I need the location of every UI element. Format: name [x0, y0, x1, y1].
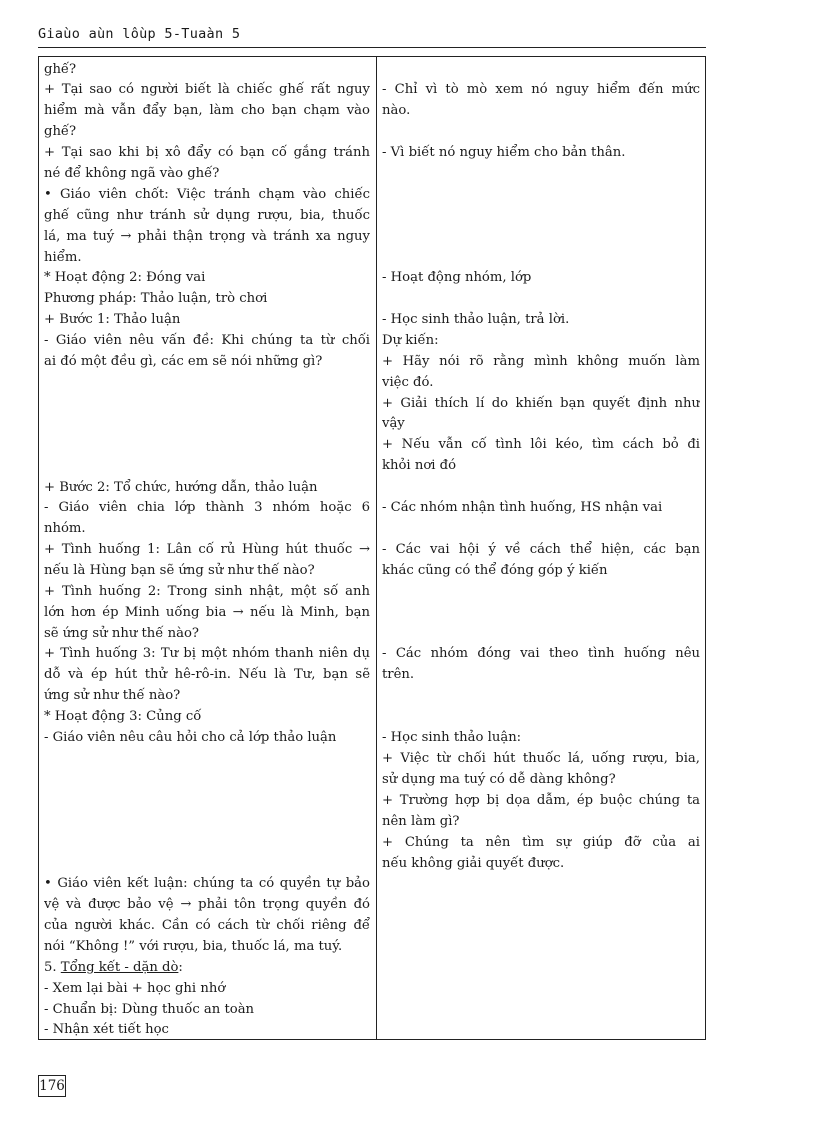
- left-line: né để không ngã vào ghế?: [44, 166, 220, 181]
- left-line: - Giáo viên nêu vấn đề: Khi chúng ta từ chối: [44, 333, 370, 348]
- right-line: vậy: [382, 416, 405, 431]
- right-line: - Vì biết nó nguy hiểm cho bản thân.: [382, 145, 626, 160]
- left-line: * Hoạt động 3: Củng cố: [44, 709, 202, 724]
- right-line: sử dụng ma tuý có dễ dàng không?: [382, 772, 616, 787]
- right-line: - Học sinh thảo luận:: [382, 730, 522, 745]
- right-line: việc đó.: [382, 375, 434, 390]
- right-line: + Giải thích lí do khiến bạn quyết định như: [382, 396, 700, 411]
- right-line: - Các vai hội ý về cách thể hiện, các bạn: [382, 542, 700, 557]
- left-line: + Tình huống 2: Trong sinh nhật, một số anh: [44, 584, 370, 599]
- left-line: + Tại sao có người biết là chiếc ghế rất nguy: [44, 82, 370, 97]
- left-line: - Nhận xét tiết học: [44, 1022, 169, 1037]
- right-line: trên.: [382, 667, 415, 682]
- left-line: + Tại sao khi bị xô đẩy có bạn cố gắng tránh: [44, 145, 370, 160]
- left-line: * Hoạt động 2: Đóng vai: [44, 270, 206, 285]
- right-line: khỏi nơi đó: [382, 458, 457, 473]
- summary-title: Tổng kết - dặn dò: [60, 960, 179, 975]
- left-line: dỗ và ép hút thử hê-rô-in. Nếu là Tư, bạn sẽ: [44, 667, 370, 682]
- left-line: + Tình huống 3: Tư bị một nhóm thanh niên dụ: [44, 646, 370, 661]
- page-number: 176: [38, 1075, 66, 1097]
- left-line: Phương pháp: Thảo luận, trò chơi: [44, 291, 268, 306]
- right-line: + Chúng ta nên tìm sự giúp đỡ của ai: [382, 835, 700, 850]
- right-line: nào.: [382, 103, 411, 118]
- right-line: + Nếu vẫn cố tình lôi kéo, tìm cách bỏ đi: [382, 437, 700, 452]
- header-rule: [38, 47, 706, 48]
- summary-heading: [44, 958, 370, 978]
- left-line: vệ và được bảo vệ → phải tôn trọng quyền đó: [44, 897, 370, 912]
- left-line: sẽ ứng sử như thế nào?: [44, 626, 199, 641]
- right-line: + Việc từ chối hút thuốc lá, uống rượu, bia,: [382, 751, 700, 766]
- summary-number: 5.: [44, 960, 61, 975]
- left-line: ghế?: [44, 62, 77, 77]
- summary-colon: :: [178, 960, 183, 975]
- left-line: ghế?: [44, 124, 77, 139]
- right-line: nếu không giải quyết được.: [382, 856, 565, 871]
- left-line: ứng sử như thế nào?: [44, 688, 181, 703]
- right-line: + Trường hợp bị dọa dẫm, ép buộc chúng ta: [382, 793, 700, 808]
- left-line: • Giáo viên chốt: Việc tránh chạm vào chiếc: [44, 187, 370, 202]
- left-line: hiểm.: [44, 250, 82, 265]
- left-line: - Chuẩn bị: Dùng thuốc an toàn: [44, 1002, 255, 1017]
- left-line: - Xem lại bài + học ghi nhớ: [44, 981, 226, 996]
- right-line: khác cũng có thể đóng góp ý kiến: [382, 563, 608, 578]
- left-line: ai đó một đều gì, các em sẽ nói những gì?: [44, 354, 323, 369]
- left-line: lớn hơn ép Minh uống bia → nếu là Minh, bạn: [44, 605, 370, 620]
- left-line: + Tình huống 1: Lân cố rủ Hùng hút thuốc →: [44, 542, 370, 557]
- right-line: - Học sinh thảo luận, trả lời.: [382, 312, 570, 327]
- left-line: nói “Không !” với rượu, bia, thuốc lá, ma tuý.: [44, 939, 343, 954]
- left-line: ghế cũng như tránh sử dụng rượu, bia, thuốc: [44, 208, 370, 223]
- right-line: - Chỉ vì tò mò xem nó nguy hiểm đến mức: [382, 82, 700, 97]
- left-line: + Bước 2: Tổ chức, hướng dẫn, thảo luận: [44, 480, 318, 495]
- column-divider: [376, 56, 377, 1040]
- left-line: hiểm mà vẫn đẩy bạn, làm cho bạn chạm vào: [44, 103, 370, 118]
- left-line: nếu là Hùng bạn sẽ ứng sử như thế nào?: [44, 563, 315, 578]
- right-line: - Các nhóm nhận tình huống, HS nhận vai: [382, 500, 663, 515]
- right-line: nên làm gì?: [382, 814, 460, 829]
- left-line: lá, ma tuý → phải thận trọng và tránh xa nguy: [44, 229, 370, 244]
- right-line: + Hãy nói rõ rằng mình không muốn làm: [382, 354, 700, 369]
- left-line: nhóm.: [44, 521, 86, 536]
- left-line: - Giáo viên nêu câu hỏi cho cả lớp thảo luận: [44, 730, 337, 745]
- left-line: - Giáo viên chia lớp thành 3 nhóm hoặc 6: [44, 500, 370, 515]
- left-line: + Bước 1: Thảo luận: [44, 312, 181, 327]
- left-line: • Giáo viên kết luận: chúng ta có quyền tự bảo: [44, 876, 370, 891]
- right-line: Dự kiến:: [382, 333, 439, 348]
- right-line: - Các nhóm đóng vai theo tình huống nêu: [382, 646, 700, 661]
- page-header: Giaùo aùn lôùp 5-Tuaàn 5: [38, 26, 241, 42]
- right-line: - Hoạt động nhóm, lớp: [382, 270, 532, 285]
- left-line: của người khác. Cần có cách từ chối riêng để: [44, 918, 370, 933]
